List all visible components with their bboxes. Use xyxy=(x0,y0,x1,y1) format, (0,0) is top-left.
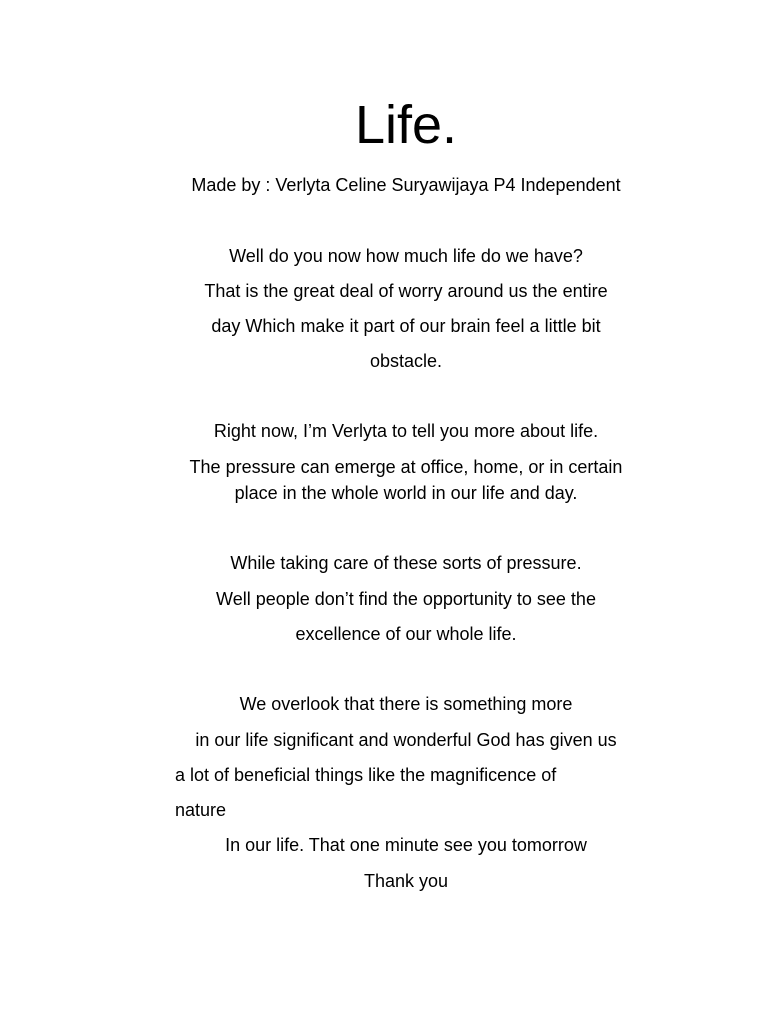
paragraph-4-line-4: nature xyxy=(175,800,227,820)
closing-thank-you: Thank you xyxy=(363,871,449,891)
paragraph-3-line-2: Well people don’t find the opportunity to see the xyxy=(216,589,596,609)
paragraph-1-line-3: day Which make it part of our brain feel a little bit xyxy=(211,316,601,336)
byline: Made by : Verlyta Celine Suryawijaya P4 Independent xyxy=(191,175,621,195)
paragraph-4-line-5: In our life. That one minute see you tomorrow xyxy=(225,835,587,855)
paragraph-2-line-2: The pressure can emerge at office, home, or in certain xyxy=(189,457,623,477)
paragraph-3-line-1: While taking care of these sorts of pressure. xyxy=(230,553,582,573)
paragraph-1-line-4: obstacle. xyxy=(369,351,443,371)
paragraph-4-line-1: We overlook that there is something more xyxy=(239,694,573,714)
paragraph-4-line-2: in our life significant and wonderful God has given us xyxy=(195,730,617,750)
paragraph-1-line-2: That is the great deal of worry around us the entire xyxy=(204,281,608,301)
paragraph-4-line-3: a lot of beneficial things like the magnificence of xyxy=(175,765,557,785)
document-title: Life. xyxy=(354,95,458,155)
paragraph-2-line-3: place in the whole world in our life and day. xyxy=(234,483,578,503)
paragraph-3-line-3: excellence of our whole life. xyxy=(295,624,517,644)
paragraph-2-line-1: Right now, I’m Verlyta to tell you more about life. xyxy=(213,421,599,441)
paragraph-1-line-1: Well do you now how much life do we have? xyxy=(229,246,583,266)
